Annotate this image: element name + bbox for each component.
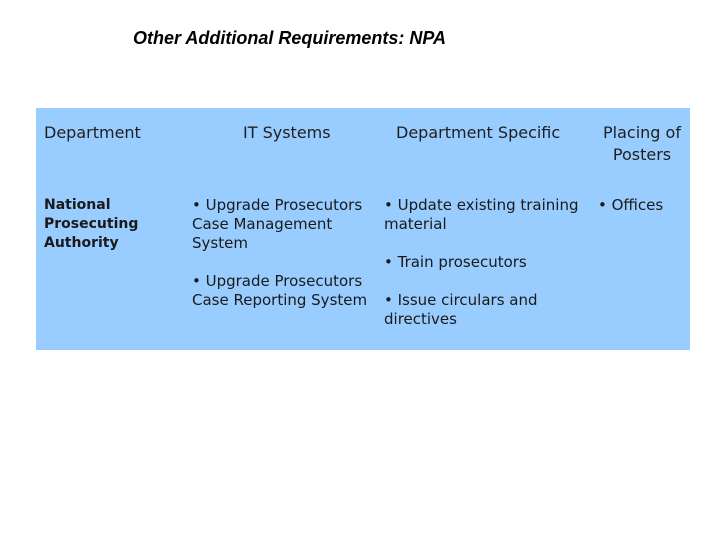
header-it-systems: IT Systems — [243, 123, 331, 142]
department-specific-item: • Update existing training material — [384, 196, 579, 233]
header-department: Department — [44, 123, 141, 142]
requirements-table — [36, 108, 690, 350]
header-placing-of-posters: Placing of Posters — [603, 123, 681, 164]
it-system-item: • Upgrade Prosecutors Case Reporting System — [192, 272, 368, 309]
poster-location-item: • Offices — [598, 196, 664, 214]
department-name: National Prosecuting Authority — [44, 197, 139, 251]
header-department-specific: Department Specific — [396, 123, 561, 142]
it-system-item: • Upgrade Prosecutors Case Management System — [192, 196, 363, 252]
department-specific-item: • Issue circulars and directives — [384, 291, 538, 328]
department-specific-item: • Train prosecutors — [384, 253, 527, 271]
page-title: Other Additional Requirements: NPA — [133, 28, 447, 48]
